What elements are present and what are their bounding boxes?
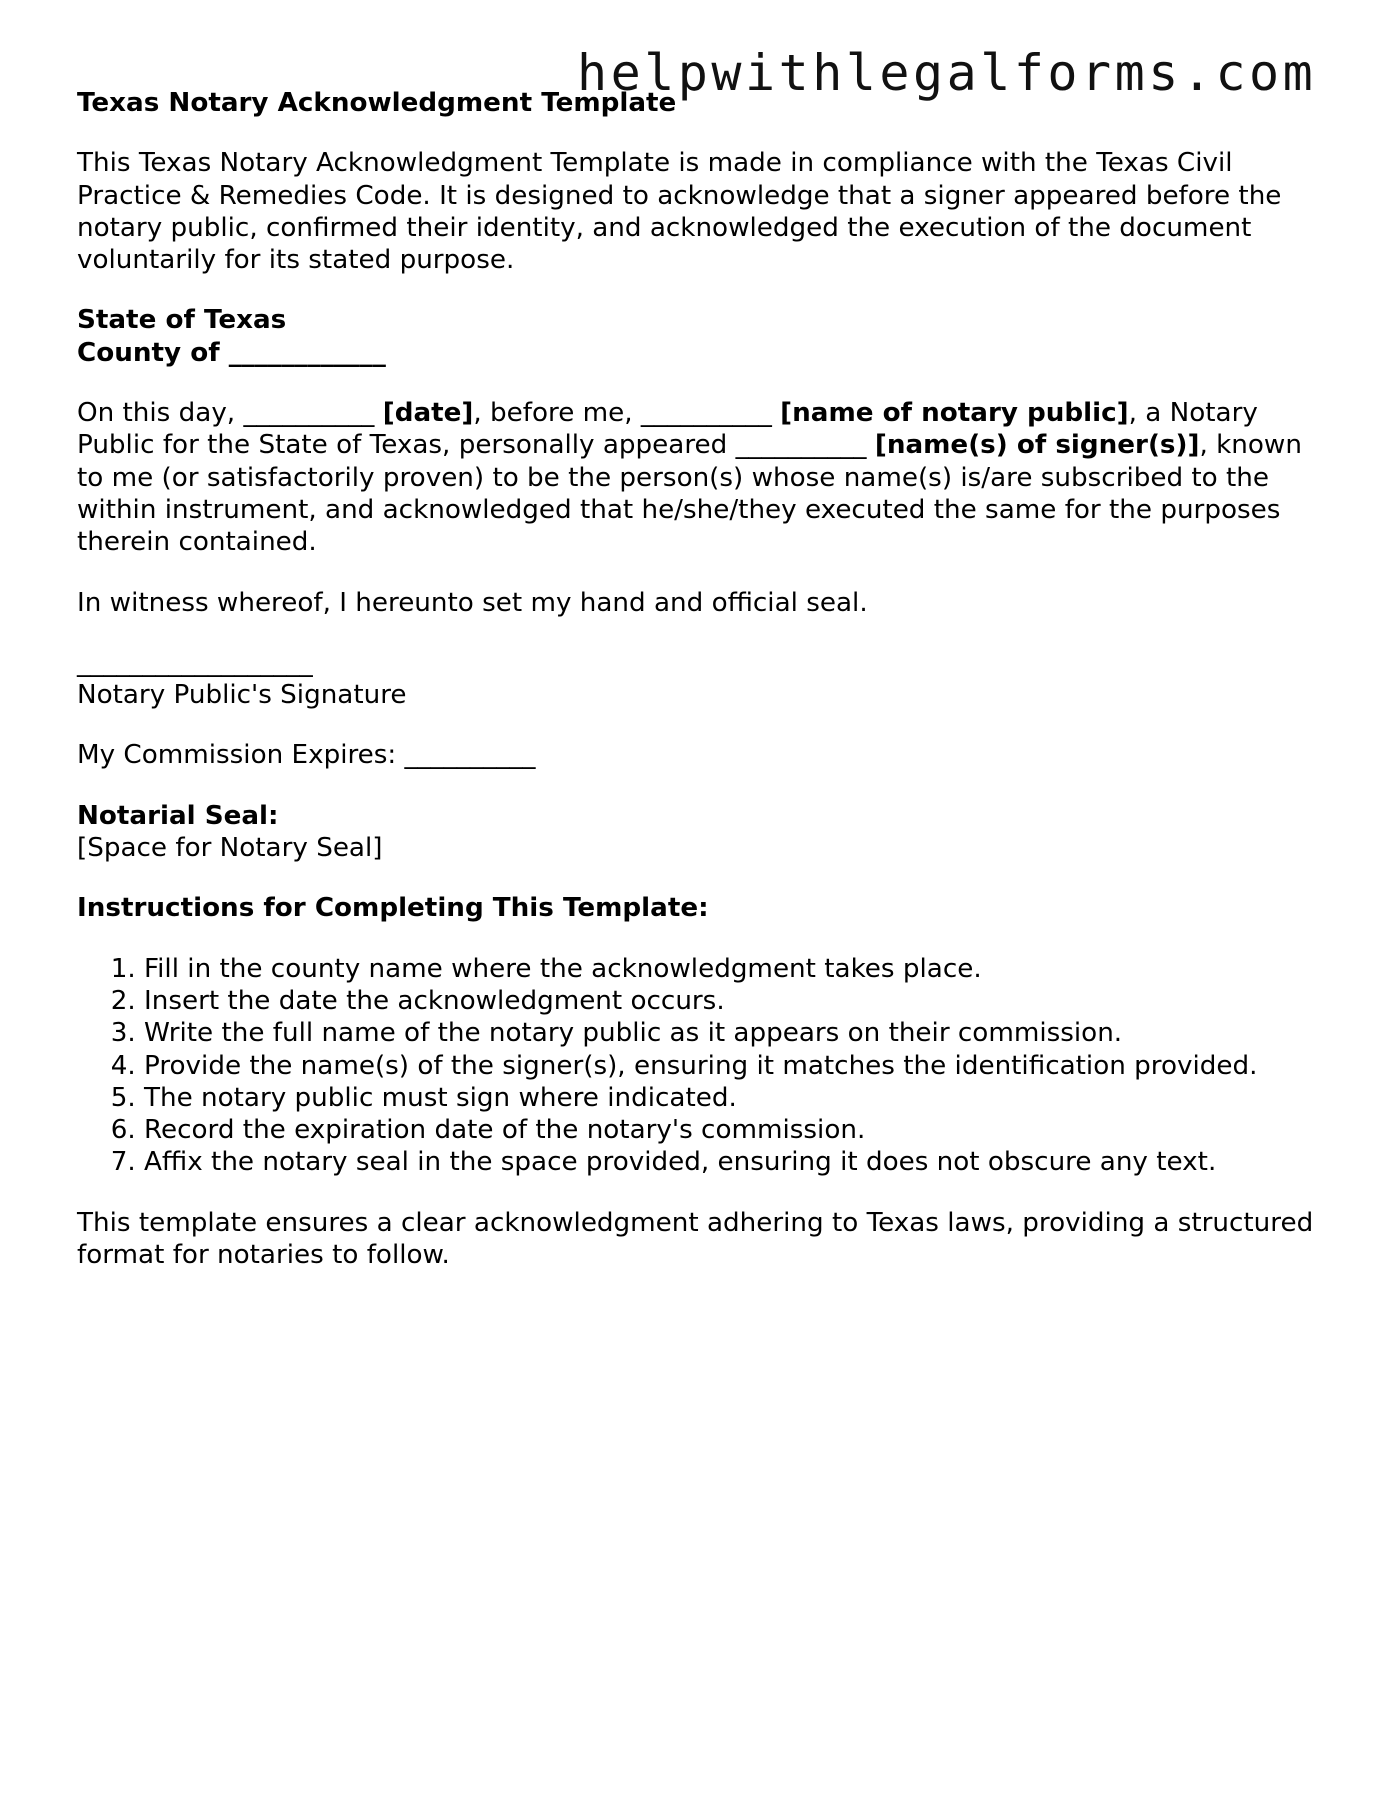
venue-block: [77, 304, 1317, 369]
ack-text-1: On this day, __________: [77, 398, 383, 429]
instruction-item: 3. Write the full name of the notary public as it appears on their commission.: [144, 1017, 1317, 1049]
instruction-item: 4. Provide the name(s) of the signer(s), ensuring it matches the identification provided.: [144, 1050, 1317, 1082]
instruction-item: 2. Insert the date the acknowledgment occurs.: [144, 985, 1317, 1017]
instruction-item: 1. Fill in the county name where the acknowledgment takes place.: [144, 953, 1317, 985]
intro-paragraph: This Texas Notary Acknowledgment Template is made in compliance with the Texas Civil Practice & Remedies Code. It is designed to acknowledge that a signer appeared before the notary public, confirmed their identity, and acknowledged the execution of the document voluntarily for its stated purpose.: [77, 148, 1282, 276]
instructions-heading: Instructions for Completing This Template:: [77, 893, 709, 924]
ack-text-4: , known to me (or satisfactorily proven) to be the person(s) whose name(s) is/are subscribed to the within instrument, and acknowledged that he/she/they executed the same for the purposes therein contained.: [77, 430, 1302, 558]
ack-text-2: , before me, __________: [473, 398, 781, 429]
witness-statement: In witness whereof, I hereunto set my hand and official seal.: [77, 587, 868, 618]
signature-block: [77, 647, 1317, 712]
signature-line: __________________: [77, 647, 313, 678]
county-line: County of ____________: [77, 337, 386, 368]
acknowledgment-paragraph: [77, 397, 1317, 558]
closing-paragraph: This template ensures a clear acknowledgment adhering to Texas laws, providing a structured format for notaries to follow.: [77, 1207, 1314, 1271]
instruction-item: 7. Affix the notary seal in the space provided, ensuring it does not obscure any text.: [144, 1146, 1317, 1178]
state-line: State of Texas: [77, 305, 287, 336]
notary-name-placeholder: [name of notary public]: [780, 398, 1129, 429]
ack-text-3: , a Notary Public for the State of Texas, personally appeared __________: [77, 398, 1258, 461]
signer-name-placeholder: [name(s) of signer(s)]: [874, 430, 1200, 461]
date-placeholder: [date]: [382, 398, 474, 429]
watermark-text: helpwithlegalforms.com: [577, 44, 1317, 102]
signature-label: Notary Public's Signature: [77, 680, 407, 711]
instruction-item: 5. The notary public must sign where indicated.: [144, 1082, 1317, 1114]
document-body: [77, 87, 1317, 1299]
seal-block: [77, 800, 1317, 865]
seal-heading: Notarial Seal:: [77, 800, 279, 831]
instruction-item: 6. Record the expiration date of the notary's commission.: [144, 1114, 1317, 1146]
instructions-list: [77, 953, 1317, 1179]
document-title: Texas Notary Acknowledgment Template: [77, 88, 677, 118]
commission-expiry: My Commission Expires: __________: [77, 740, 536, 771]
seal-placeholder: [Space for Notary Seal]: [77, 833, 383, 864]
